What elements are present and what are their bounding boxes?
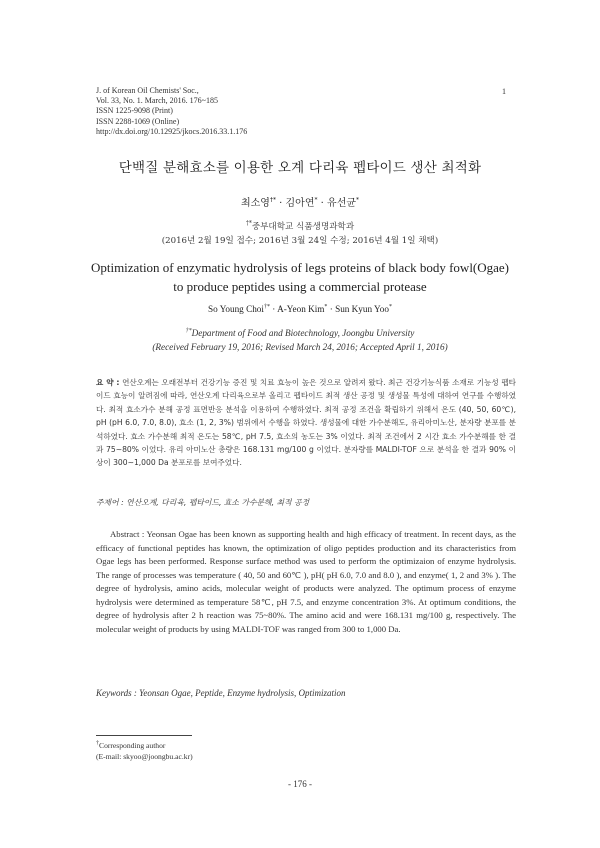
english-keywords: Keywords : Yeonsan Ogae, Peptide, Enzyme hydrolysis, Optimization [96, 688, 346, 698]
journal-info [96, 86, 247, 137]
affiliation-mark: †* [185, 327, 192, 334]
corresponding-email: (E-mail: skyoo@joongbu.ac.kr) [96, 752, 193, 761]
author-separator: · [317, 198, 328, 209]
page-number: - 176 - [288, 779, 312, 789]
english-affiliation-block [0, 326, 600, 354]
korean-dates: (2016년 2월 19일 접수; 2016년 3월 24일 수정; 2016년 4월 1일 채택) [161, 236, 439, 246]
author-mark: * [314, 196, 318, 204]
top-page-number: 1 [502, 87, 506, 96]
korean-author-2: 김아연 [285, 198, 315, 209]
korean-affiliation: †*중부대학교 식품생명과학과 [245, 220, 355, 232]
affiliation-mark: †* [245, 220, 252, 228]
english-author-3: Sun Kyun Yoo [335, 304, 389, 314]
korean-abstract [96, 376, 516, 470]
journal-volume: Vol. 33, No. 1. March, 2016. 176~185 [96, 96, 218, 106]
english-authors [0, 304, 600, 314]
journal-issn-online: ISSN 2288-1069 (Online) [96, 116, 180, 126]
journal-issn-print: ISSN 1225-9098 (Print) [96, 106, 173, 116]
korean-title: 단백질 분해효소를 이용한 오계 다리육 펩타이드 생산 최적화 [118, 160, 482, 176]
english-author-1: So Young Choi [208, 304, 264, 314]
korean-authors [0, 194, 600, 209]
korean-author-3: 유선균 [327, 198, 357, 209]
korean-abstract-label: 요 약 : [96, 378, 120, 387]
journal-doi-link[interactable]: http://dx.doi.org/10.12925/jkocs.2016.33.1.176 [96, 126, 248, 136]
korean-affiliation-block [0, 220, 600, 248]
english-abstract [96, 528, 516, 636]
english-author-2: A-Yeon Kim [277, 304, 325, 314]
author-separator: · [275, 198, 286, 209]
author-mark: †* [263, 303, 270, 310]
korean-abstract-text: 연산오계는 오래전부터 건강기능 증진 및 치료 효능이 높은 것으로 알려져 왔다. 최근 건강기능식품 소재로 기능성 펩타이드 효능이 알려짐에 따라, 연산오계 다리육으로부 올리고 펩타이드 최적 생산 공정 및 생성물 특성에 대하여 연구를 수행하였다. 최적 효소가수 분해 공정 표면반응 분석을 이용하여 수행하였다. 최적 공정 조건을 확립하기 위해서 온도 (40, 50, 60℃), pH (pH 6.0, 7.0, 8.0), 효소 (1, 2, 3%) 범위에서 수행을 하였다. 생성물에 대한 가수분해도, 유리아미노산, 분자량 분포를 분석하였다. 효소 가수분해 최적 온도는 58℃, pH 7.5, 효소의 농도는 3% 이었다. 최적 조건에서 2 시간 효소 가수분해를 한 결과 75~80% 이었다. 유리 아미노산 총량은 168.131 mg/100 g 이었다. 분자량를 MALDI-TOF 으로 분석을 한 결과 90% 이상이 300~1,000 Da 분포로를 보여주었다. [96, 378, 517, 468]
english-dates: (Received February 19, 2016; Revised March 24, 2016; Accepted April 1, 2016) [152, 342, 448, 352]
korean-author-1: 최소영 [240, 198, 270, 209]
footnote-mark: † [96, 740, 99, 747]
english-title: Optimization of enzymatic hydrolysis of legs proteins of black body fowl(Ogae) to produce peptides using a commercial protease [90, 260, 510, 294]
footnote-divider [96, 735, 192, 736]
journal-name: J. of Korean Oil Chemists' Soc., [96, 86, 199, 95]
korean-keywords: 주제어 : 연산오계, 다리육, 펩타이드, 효소 가수분해, 최적 공정 [96, 498, 310, 507]
footnote [96, 740, 193, 762]
author-separator: · [269, 304, 278, 314]
author-mark: * [356, 196, 360, 204]
author-mark: * [324, 303, 328, 310]
english-abstract-text: Yeonsan Ogae has been known as supporting health and high efficacy of treatment. In recent days, as the efficacy of functional peptides has known, the optimization of oligo peptides production and its characteristics from Ogae legs has been performed. Response surface method was used to perform the optimizaion of enzyme hydrolysis. The range of processes was temperature ( 40, 50 and 60℃ ), pH( pH 6.0, 7.0 and 8.0 ), and enzyme( 1, 2 and 3% ). The degree of hydrolysis, amino acids, molecular weight of products were analyzed. The optimum process of enzyme hydrolysis were determined as temperature 58℃, pH 7.5, and enzyme concentration 3%. At optimum conditions, the degree of hydrolysis after 2 h reaction was 75~80%. The amino acid and were 168.131 mg/100 g, respectively. The molecular weight of products by using MALDI-TOF was ranged from 300 to 1,000 Da. [96, 529, 516, 634]
english-abstract-label: Abstract : [110, 529, 145, 539]
author-mark: * [388, 303, 392, 310]
english-affiliation: †*Department of Food and Biotechnology, Joongbu University [185, 327, 415, 338]
author-mark: †* [269, 196, 276, 204]
author-separator: · [327, 304, 336, 314]
corresponding-author-note: †Corresponding author [96, 740, 166, 750]
